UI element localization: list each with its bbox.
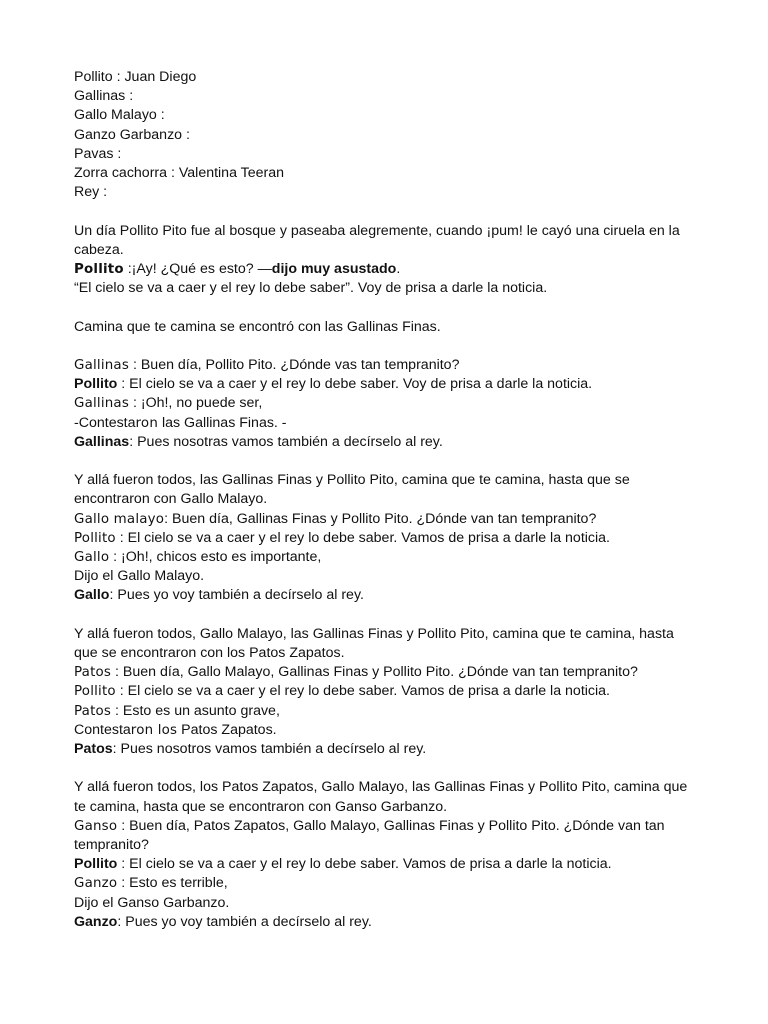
narration: Y allá fueron todos, Gallo Malayo, las Gallinas Finas y Pollito Pito, camina que te camina, hasta que se encontraron con los Patos Zapatos. bbox=[74, 625, 674, 662]
dialogue-line bbox=[74, 855, 694, 874]
dialogue-line bbox=[74, 817, 694, 855]
dialogue-line: Dijo el Gallo Malayo. bbox=[74, 568, 205, 585]
dialogue-line bbox=[74, 721, 694, 740]
speaker-name: Patos bbox=[74, 703, 112, 719]
dialogue-text: : El cielo se va a caer y el rey lo debe saber. Vamos de prisa a darle la noticia. bbox=[117, 856, 612, 873]
dialogue-text: las Gallinas Finas. - bbox=[158, 414, 287, 431]
dialogue-line bbox=[74, 260, 694, 279]
cast-list bbox=[74, 68, 694, 202]
dialogue-line bbox=[74, 510, 694, 529]
dialogue-text: : Pues yo voy también a decírselo al rey. bbox=[109, 587, 364, 604]
speaker-name: Gallinas bbox=[74, 433, 130, 450]
dialogue-text: : Esto es un asunto grave, bbox=[111, 702, 280, 719]
narration: Y allá fueron todos, las Gallinas Finas y Pollito Pito, camina que te camina, hasta que se encontraron con Gallo Malayo. bbox=[74, 472, 630, 508]
dialogue-text: : Buen día, Gallinas Finas y Pollito Pito. ¿Dónde van tan tempranito? bbox=[164, 510, 597, 527]
dialogue-text: : Pues nosotras vamos también a decírselo al rey. bbox=[129, 433, 443, 450]
dialogue-line bbox=[74, 414, 694, 433]
dialogue-line bbox=[74, 375, 694, 394]
speaker-name: Pollito bbox=[74, 262, 124, 278]
cast-item: Gallo Malayo : bbox=[74, 107, 165, 124]
cast-item: Zorra cachorra : Valentina Teeran bbox=[74, 165, 285, 182]
dialogue-line bbox=[74, 433, 694, 452]
dialogue-text: :¡Ay! ¿Qué es esto? — bbox=[123, 261, 272, 278]
speaker-name: Gallo bbox=[74, 550, 110, 566]
speaker-name: Gallinas bbox=[74, 358, 130, 373]
speaker-name: Pollito bbox=[74, 684, 116, 700]
speaker-name: Pollito bbox=[74, 530, 116, 546]
speaker-name: Pollito bbox=[74, 856, 118, 873]
cast-item: Ganzo Garbanzo : bbox=[74, 126, 190, 143]
scene-4 bbox=[74, 471, 694, 605]
speaker-name: Patos bbox=[74, 665, 112, 681]
dialogue-line bbox=[74, 740, 694, 759]
speaker-name: Ganzo bbox=[74, 876, 118, 892]
scene-3 bbox=[74, 356, 694, 452]
speaker-name: Pollito bbox=[74, 376, 118, 393]
cast-item: Rey : bbox=[74, 184, 108, 201]
paragraph-gap bbox=[74, 337, 694, 356]
dialogue-line: “El cielo se va a caer y el rey lo debe saber”. Voy de prisa a darle la noticia. bbox=[74, 280, 548, 297]
dialogue-text: : El cielo se va a caer y el rey lo debe saber. Voy de prisa a darle la noticia. bbox=[117, 376, 593, 393]
stage-direction: dijo muy asustado bbox=[271, 261, 397, 278]
paragraph-gap bbox=[74, 298, 694, 317]
paragraph-gap bbox=[74, 606, 694, 625]
speaker-name: Patos bbox=[74, 741, 113, 758]
speaker-name: Gallinas bbox=[74, 396, 130, 412]
dialogue-line bbox=[74, 682, 694, 701]
speaker-name: Gallo bbox=[74, 587, 110, 604]
document-page bbox=[74, 68, 694, 932]
dialogue-text: ron los bbox=[130, 722, 178, 738]
dialogue-text: : ¡Oh!, chicos esto es importante, bbox=[109, 549, 322, 566]
paragraph-gap bbox=[74, 759, 694, 778]
dialogue-text: : Esto es terrible, bbox=[117, 875, 228, 892]
paragraph-gap bbox=[74, 202, 694, 221]
narration: Y allá fueron todos, los Patos Zapatos, Gallo Malayo, las Gallinas Finas y Pollito Pito, camina que te camina, hasta que se encontraron con Ganso Garbanzo. bbox=[74, 779, 688, 815]
dialogue-text: -Contesta bbox=[74, 414, 136, 431]
narration: Un día Pollito Pito fue al bosque y paseaba alegremente, cuando ¡pum! le cayó una ciruela en la cabeza. bbox=[74, 222, 680, 258]
speaker-name: Gallo malayo bbox=[74, 511, 165, 527]
speaker-name: Ganso bbox=[74, 818, 118, 834]
cast-item: Gallinas : bbox=[74, 88, 134, 105]
cast-item: Pavas : bbox=[74, 145, 122, 162]
dialogue-text: . bbox=[396, 261, 401, 278]
dialogue-line bbox=[74, 663, 694, 682]
dialogue-line bbox=[74, 874, 694, 893]
dialogue-line bbox=[74, 586, 694, 605]
dialogue-text: : Buen día, Patos Zapatos, Gallo Malayo, Gallinas Finas y Pollito Pito. ¿Dónde van tan tempranito? bbox=[74, 817, 665, 854]
dialogue-line bbox=[74, 913, 694, 932]
dialogue-text: : Buen día, Pollito Pito. ¿Dónde vas tan tempranito? bbox=[129, 357, 460, 373]
dialogue-line bbox=[74, 702, 694, 721]
dialogue-text: ron bbox=[135, 415, 159, 431]
dialogue-line bbox=[74, 529, 694, 548]
dialogue-text: : ¡Oh!, no puede ser, bbox=[129, 395, 263, 412]
narration: Camina que te camina se encontró con las Gallinas Finas. bbox=[74, 318, 441, 335]
dialogue-line bbox=[74, 548, 694, 567]
dialogue-line bbox=[74, 356, 694, 375]
dialogue-text: Contesta bbox=[74, 721, 131, 738]
scene-1 bbox=[74, 222, 694, 299]
scene-5 bbox=[74, 625, 694, 759]
scene-2 bbox=[74, 318, 694, 337]
dialogue-line: Dijo el Ganso Garbanzo. bbox=[74, 894, 230, 911]
dialogue-text: : Pues yo voy también a decírselo al rey. bbox=[117, 913, 372, 930]
dialogue-text: : El cielo se va a caer y el rey lo debe saber. Vamos de prisa a darle la noticia. bbox=[115, 683, 610, 700]
dialogue-line bbox=[74, 394, 694, 413]
dialogue-text: Patos Zapatos. bbox=[177, 721, 277, 738]
scene-6 bbox=[74, 778, 694, 932]
cast-item: Pollito : Juan Diego bbox=[74, 69, 197, 85]
dialogue-text: : Buen día, Gallo Malayo, Gallinas Finas y Pollito Pito. ¿Dónde van tan tempranito? bbox=[111, 664, 638, 681]
dialogue-text: : El cielo se va a caer y el rey lo debe saber. Vamos de prisa a darle la noticia. bbox=[115, 529, 610, 546]
paragraph-gap bbox=[74, 452, 694, 471]
speaker-name: Ganzo bbox=[74, 913, 118, 930]
dialogue-text: : Pues nosotros vamos también a decírselo al rey. bbox=[112, 741, 427, 758]
